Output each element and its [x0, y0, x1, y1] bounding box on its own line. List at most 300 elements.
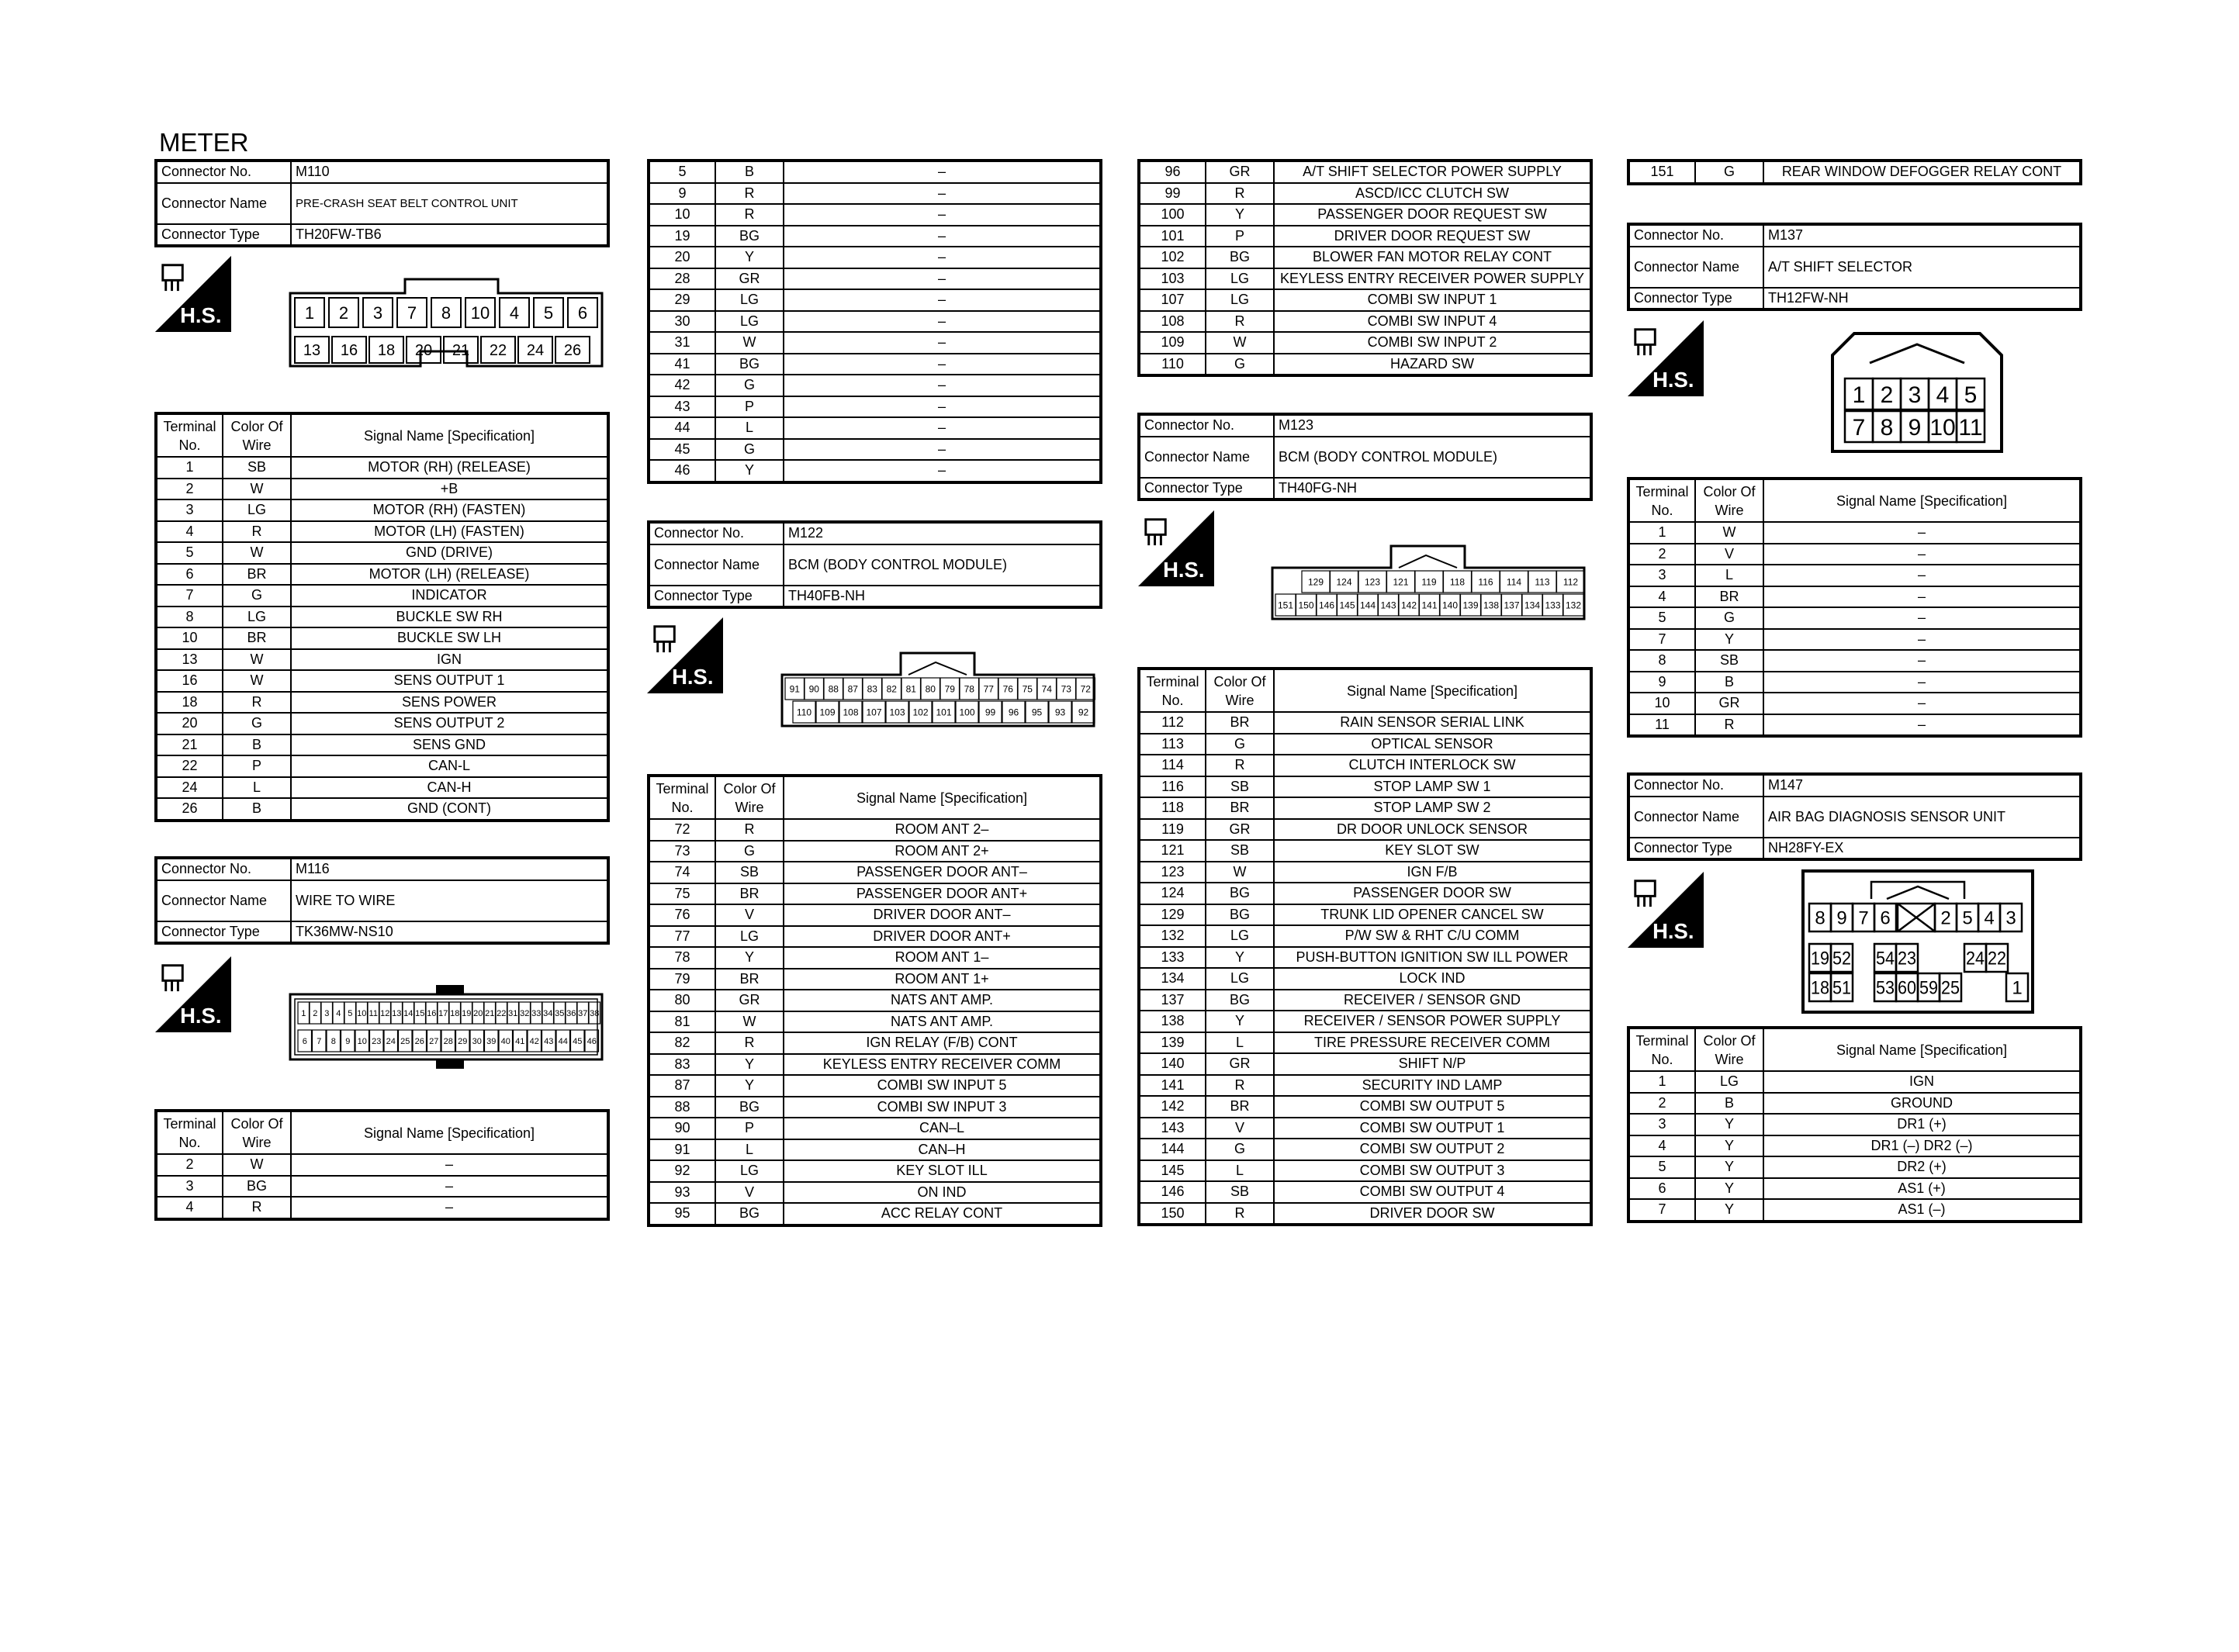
- m123-connector-name: BCM (BODY CONTROL MODULE): [1274, 437, 1591, 478]
- terminal-no-cell: 142: [1139, 1096, 1206, 1118]
- terminal-no-cell: 112: [1139, 712, 1206, 734]
- connector-pin-label: 2: [338, 302, 349, 323]
- table-row: [156, 755, 608, 777]
- table-row: [1628, 1071, 2081, 1093]
- table-row: [649, 396, 1101, 418]
- m147-connector-diagram: [1801, 869, 2034, 1014]
- terminal-no-cell: 4: [1628, 586, 1695, 608]
- signal-name-cell: –: [784, 247, 1101, 268]
- table-row: [1139, 840, 1591, 862]
- table-row: [649, 819, 1101, 841]
- m122-info-table: [647, 520, 1102, 609]
- signal-name-cell: OPTICAL SENSOR: [1274, 734, 1591, 755]
- signal-name-cell: ROOM ANT 1+: [784, 969, 1101, 990]
- table-row: [1139, 734, 1591, 755]
- table-row: [1139, 161, 1591, 183]
- connector-pin-label: 93: [1054, 707, 1066, 718]
- table-row: [1139, 1203, 1591, 1225]
- table-row: [1139, 1118, 1591, 1139]
- connector-pin-label: 81: [905, 683, 916, 695]
- color-of-wire-header: Color Of Wire: [715, 776, 784, 819]
- table-row: [1139, 755, 1591, 776]
- m110-connector-diagram: [289, 278, 604, 368]
- table-row: [649, 1118, 1101, 1139]
- signal-name-header: Signal Name [Specification]: [1274, 669, 1591, 712]
- wire-color-cell: GR: [715, 990, 784, 1011]
- connector-pin-label: 1: [2012, 977, 2023, 999]
- signal-name-cell: DRIVER DOOR ANT–: [784, 904, 1101, 926]
- connector-pin-label: 77: [983, 683, 994, 695]
- wire-color-cell: G: [715, 841, 784, 862]
- connector-pin-label: 140: [1441, 600, 1459, 611]
- m122-connector-diagram: [780, 651, 1095, 729]
- terminal-no-cell: 6: [1628, 1178, 1695, 1200]
- wire-color-cell: BG: [715, 1097, 784, 1118]
- connector-pin-label: 28: [443, 1036, 453, 1046]
- connector-pin-label: 107: [866, 707, 882, 718]
- terminal-no-cell: 44: [649, 417, 715, 439]
- signal-name-cell: –: [1763, 714, 2081, 737]
- m123-continued-table: [1627, 159, 2082, 185]
- m123-connector-type: TH40FG-NH: [1274, 478, 1591, 500]
- connector-pin-label: 137: [1504, 600, 1520, 611]
- signal-name-cell: ROOM ANT 1–: [784, 947, 1101, 969]
- connector-pin-label: 39: [486, 1036, 497, 1046]
- wire-color-cell: SB: [1695, 650, 1763, 672]
- wire-color-cell: BG: [1206, 904, 1274, 926]
- signal-name-cell: BUCKLE SW RH: [291, 607, 608, 628]
- wire-color-cell: L: [715, 417, 784, 439]
- wire-color-cell: L: [715, 1139, 784, 1161]
- wire-color-cell: G: [1695, 161, 1763, 184]
- connector-pin-label: 17: [438, 1008, 448, 1018]
- signal-name-cell: KEY SLOT SW: [1274, 840, 1591, 862]
- signal-name-cell: DR2 (+): [1763, 1156, 2081, 1178]
- connector-type-label: Connector Type: [649, 586, 784, 608]
- m137-connector-diagram: [1831, 332, 2003, 453]
- terminal-no-cell: 108: [1139, 311, 1206, 333]
- connector-pin-label: 112: [1562, 576, 1579, 588]
- signal-name-cell: COMBI SW OUTPUT 5: [1274, 1096, 1591, 1118]
- terminal-no-cell: 134: [1139, 968, 1206, 990]
- connector-pin-label: 121: [1393, 576, 1409, 588]
- m137-terminal-block: [1627, 477, 2082, 738]
- connector-pin-label: 9: [345, 1036, 351, 1046]
- signal-name-cell: –: [784, 268, 1101, 290]
- signal-name-cell: COMBI SW OUTPUT 3: [1274, 1160, 1591, 1182]
- connector-name-label: Connector Name: [156, 183, 291, 224]
- wire-color-cell: G: [1695, 607, 1763, 629]
- connector-pin-label: 74: [1041, 683, 1052, 695]
- connector-pin-label: 10: [357, 1036, 367, 1046]
- signal-name-cell: MOTOR (LH) (FASTEN): [291, 521, 608, 543]
- wire-color-cell: B: [223, 734, 291, 756]
- wire-color-cell: L: [1206, 1160, 1274, 1182]
- terminal-no-cell: 20: [156, 713, 223, 734]
- wire-color-cell: LG: [715, 1160, 784, 1182]
- signal-name-cell: BUCKLE SW LH: [291, 627, 608, 649]
- m110-terminal-table: [154, 412, 610, 822]
- wire-color-cell: BG: [1206, 247, 1274, 268]
- signal-name-cell: DR1 (+): [1763, 1114, 2081, 1135]
- terminal-no-cell: 2: [1628, 544, 1695, 565]
- wire-color-cell: BR: [1206, 797, 1274, 819]
- terminal-no-cell: 144: [1139, 1139, 1206, 1160]
- terminal-no-cell: 109: [1139, 332, 1206, 354]
- connector-pin-label: 22: [489, 342, 507, 360]
- signal-name-cell: NATS ANT AMP.: [784, 1011, 1101, 1033]
- wire-color-cell: G: [1206, 1139, 1274, 1160]
- terminal-no-header: Terminal No.: [649, 776, 715, 819]
- table-row: [1139, 1011, 1591, 1032]
- table-row: [649, 947, 1101, 969]
- wire-color-cell: R: [715, 204, 784, 226]
- signal-name-cell: SENS OUTPUT 1: [291, 670, 608, 692]
- terminal-no-cell: 75: [649, 883, 715, 905]
- connector-pin-label: 113: [1535, 576, 1550, 588]
- signal-name-cell: –: [784, 183, 1101, 205]
- connector-pin-label: 31: [508, 1008, 518, 1018]
- svg-text:H.S.: H.S.: [1652, 368, 1694, 392]
- signal-name-header: Signal Name [Specification]: [1763, 479, 2081, 522]
- connector-no-label: Connector No.: [1139, 414, 1274, 437]
- terminal-no-cell: 151: [1628, 161, 1695, 184]
- wire-color-cell: R: [223, 521, 291, 543]
- signal-name-cell: RECEIVER / SENSOR POWER SUPPLY: [1274, 1011, 1591, 1032]
- wire-color-cell: V: [715, 1182, 784, 1204]
- wire-color-cell: Y: [1695, 1199, 1763, 1222]
- signal-name-cell: COMBI SW INPUT 4: [1274, 311, 1591, 333]
- connector-pin-label: 4: [336, 1008, 341, 1018]
- blank-pin-mark: [1898, 904, 1935, 931]
- table-row: [649, 183, 1101, 205]
- signal-name-cell: –: [784, 311, 1101, 333]
- connector-pin-label: 8: [1880, 414, 1894, 441]
- table-row: [649, 1203, 1101, 1225]
- table-row: [156, 670, 608, 692]
- connector-pin-label: 2: [313, 1008, 318, 1018]
- connector-pin-label: 146: [1318, 600, 1335, 611]
- connector-pin-label: 101: [936, 707, 952, 718]
- connector-pin-label: 9: [1836, 907, 1847, 929]
- svg-text:H.S.: H.S.: [180, 303, 222, 328]
- terminal-no-cell: 140: [1139, 1053, 1206, 1075]
- signal-name-cell: –: [784, 204, 1101, 226]
- wire-color-cell: R: [715, 1032, 784, 1054]
- signal-name-cell: COMBI SW OUTPUT 4: [1274, 1181, 1591, 1203]
- connector-pin-label: 109: [819, 707, 836, 718]
- signal-name-cell: CAN-H: [291, 777, 608, 799]
- signal-name-cell: SECURITY IND LAMP: [1274, 1075, 1591, 1097]
- table-row: [1139, 776, 1591, 798]
- table-row: [649, 904, 1101, 926]
- wire-color-cell: SB: [1206, 1181, 1274, 1203]
- connector-pin-label: 14: [403, 1008, 414, 1018]
- m137-connector-name: A/T SHIFT SELECTOR: [1763, 247, 2081, 288]
- signal-name-header: Signal Name [Specification]: [1763, 1028, 2081, 1071]
- terminal-no-cell: 137: [1139, 990, 1206, 1011]
- connector-pin-label: 43: [544, 1036, 554, 1046]
- table-row: [1139, 1096, 1591, 1118]
- wire-color-cell: P: [223, 755, 291, 777]
- m110-connector-type: TH20FW-TB6: [291, 224, 608, 247]
- table-row: [1628, 607, 2081, 629]
- wire-color-cell: Y: [715, 247, 784, 268]
- terminal-no-cell: 9: [649, 183, 715, 205]
- connector-name-label: Connector Name: [156, 880, 291, 921]
- m122-connector-name: BCM (BODY CONTROL MODULE): [784, 544, 1101, 586]
- table-row: [1139, 354, 1591, 376]
- signal-name-cell: SENS GND: [291, 734, 608, 756]
- connector-no-label: Connector No.: [156, 858, 291, 880]
- connector-type-label: Connector Type: [1628, 838, 1763, 860]
- wire-color-cell: SB: [1206, 840, 1274, 862]
- signal-name-cell: –: [784, 375, 1101, 396]
- connector-pin-label: 3: [1908, 382, 1922, 408]
- wire-color-cell: LG: [1206, 268, 1274, 290]
- m137-info-table: [1627, 223, 2082, 311]
- connector-pin-label: 1: [304, 302, 315, 323]
- connector-pin-label: 3: [2005, 907, 2016, 929]
- table-row: [1139, 289, 1591, 311]
- table-row: [1139, 925, 1591, 947]
- terminal-no-cell: 41: [649, 354, 715, 375]
- m147-info-block: [1627, 772, 2082, 861]
- table-row: [649, 1182, 1101, 1204]
- terminal-no-cell: 9: [1628, 672, 1695, 693]
- signal-name-cell: DR DOOR UNLOCK SENSOR: [1274, 819, 1591, 841]
- signal-name-cell: –: [784, 439, 1101, 461]
- signal-name-cell: COMBI SW INPUT 5: [784, 1075, 1101, 1097]
- terminal-no-cell: 1: [156, 457, 223, 479]
- connector-pin-label: 20: [414, 342, 433, 360]
- wire-color-cell: Y: [715, 1054, 784, 1076]
- terminal-no-cell: 82: [649, 1032, 715, 1054]
- table-row: [156, 649, 608, 671]
- signal-name-cell: TIRE PRESSURE RECEIVER COMM: [1274, 1032, 1591, 1054]
- connector-pin-label: 141: [1421, 600, 1438, 611]
- table-row: [1139, 862, 1591, 883]
- terminal-no-cell: 123: [1139, 862, 1206, 883]
- signal-name-cell: REAR WINDOW DEFOGGER RELAY CONT: [1763, 161, 2081, 184]
- terminal-no-cell: 121: [1139, 840, 1206, 862]
- table-row: [649, 1097, 1101, 1118]
- signal-name-cell: AS1 (+): [1763, 1178, 2081, 1200]
- signal-name-cell: –: [784, 289, 1101, 311]
- table-row: [1139, 247, 1591, 268]
- terminal-no-cell: 80: [649, 990, 715, 1011]
- connector-pin-label: 33: [531, 1008, 542, 1018]
- table-row: [1139, 883, 1591, 904]
- m137-connector-no: M137: [1763, 224, 2081, 247]
- connector-pin-label: 7: [317, 1036, 322, 1046]
- terminal-no-cell: 141: [1139, 1075, 1206, 1097]
- terminal-no-cell: 145: [1139, 1160, 1206, 1182]
- table-row: [1139, 204, 1591, 226]
- table-row: [649, 354, 1101, 375]
- table-row: [156, 1154, 608, 1176]
- terminal-no-cell: 150: [1139, 1203, 1206, 1225]
- signal-name-cell: COMBI SW INPUT 2: [1274, 332, 1591, 354]
- table-row: [649, 926, 1101, 948]
- connector-pin-label: 116: [1478, 576, 1493, 588]
- connector-pin-label: 134: [1524, 600, 1541, 611]
- table-row: [649, 417, 1101, 439]
- terminal-no-cell: 77: [649, 926, 715, 948]
- terminal-no-cell: 8: [156, 607, 223, 628]
- wire-color-cell: L: [223, 777, 291, 799]
- connector-pin-label: 21: [452, 342, 470, 360]
- terminal-no-cell: 99: [1139, 183, 1206, 205]
- connector-pin-label: 132: [1565, 600, 1582, 611]
- terminal-no-cell: 119: [1139, 819, 1206, 841]
- signal-name-cell: GND (CONT): [291, 798, 608, 821]
- signal-name-cell: DRIVER DOOR ANT+: [784, 926, 1101, 948]
- connector-pin-label: 145: [1339, 600, 1355, 611]
- connector-pin-label: 26: [414, 1036, 424, 1046]
- connector-pin-label: 1: [301, 1008, 306, 1018]
- terminal-no-cell: 95: [649, 1203, 715, 1225]
- m116-info-table: [154, 856, 610, 945]
- connector-pin-label: 110: [796, 707, 812, 718]
- connector-pin-label: 129: [1307, 576, 1324, 588]
- table-row: [1139, 904, 1591, 926]
- wire-color-cell: W: [223, 479, 291, 500]
- signal-name-cell: COMBI SW INPUT 3: [784, 1097, 1101, 1118]
- connector-pin-label: 3: [324, 1008, 330, 1018]
- wire-color-cell: Y: [715, 1075, 784, 1097]
- signal-name-cell: TRUNK LID OPENER CANCEL SW: [1274, 904, 1591, 926]
- wire-color-cell: BR: [1206, 712, 1274, 734]
- svg-text:H.S.: H.S.: [672, 665, 714, 689]
- terminal-no-cell: 26: [156, 798, 223, 821]
- table-row: [156, 457, 608, 479]
- connector-no-label: Connector No.: [1628, 774, 1763, 797]
- terminal-no-cell: 45: [649, 439, 715, 461]
- terminal-no-cell: 8: [1628, 650, 1695, 672]
- connector-pin-label: 7: [1858, 907, 1869, 929]
- signal-name-cell: PASSENGER DOOR ANT+: [784, 883, 1101, 905]
- wire-color-cell: LG: [715, 289, 784, 311]
- table-row: [1139, 1053, 1591, 1075]
- m110-connector-no: M110: [291, 161, 608, 183]
- signal-name-cell: RECEIVER / SENSOR GND: [1274, 990, 1591, 1011]
- connector-pin-label: 45: [573, 1036, 583, 1046]
- m122-info-block: [647, 520, 1102, 609]
- connector-no-label: Connector No.: [1628, 224, 1763, 247]
- terminal-no-header: Terminal No.: [1139, 669, 1206, 712]
- wire-color-cell: W: [1695, 522, 1763, 544]
- table-row: [156, 607, 608, 628]
- connector-pin-label: 16: [340, 342, 358, 360]
- connector-pin-label: 11: [1958, 414, 1983, 441]
- signal-name-cell: –: [291, 1154, 608, 1176]
- connector-pin-label: 144: [1359, 600, 1376, 611]
- connector-pin-label: 23: [372, 1036, 382, 1046]
- connector-pin-label: 8: [441, 302, 452, 323]
- wire-color-cell: LG: [223, 607, 291, 628]
- table-row: [1628, 522, 2081, 544]
- connector-pin-label: 5: [348, 1008, 353, 1018]
- m123-info-table: [1137, 413, 1593, 501]
- connector-pin-label: 29: [458, 1036, 468, 1046]
- terminal-no-cell: 7: [1628, 1199, 1695, 1222]
- signal-name-cell: MOTOR (RH) (FASTEN): [291, 499, 608, 521]
- signal-name-cell: –: [1763, 672, 2081, 693]
- table-row: [1628, 714, 2081, 737]
- m110-connector-name: PRE-CRASH SEAT BELT CONTROL UNIT: [291, 183, 608, 224]
- terminal-no-cell: 4: [1628, 1135, 1695, 1157]
- m123-connector-no: M123: [1274, 414, 1591, 437]
- connector-pin-label: 36: [566, 1008, 576, 1018]
- signal-name-cell: A/T SHIFT SELECTOR POWER SUPPLY: [1274, 161, 1591, 183]
- table-row: [1628, 1114, 2081, 1135]
- connector-no-label: Connector No.: [156, 161, 291, 183]
- connector-pin-label: 18: [450, 1008, 460, 1018]
- wire-color-cell: Y: [1206, 947, 1274, 969]
- wire-color-cell: B: [1695, 1093, 1763, 1115]
- signal-name-cell: –: [1763, 607, 2081, 629]
- wire-color-cell: GR: [1206, 819, 1274, 841]
- table-row: [1139, 332, 1591, 354]
- table-row: [1628, 1156, 2081, 1178]
- terminal-no-cell: 42: [649, 375, 715, 396]
- terminal-no-header: Terminal No.: [1628, 1028, 1695, 1071]
- signal-name-cell: –: [784, 226, 1101, 247]
- terminal-no-cell: 30: [649, 311, 715, 333]
- table-row: [1628, 544, 2081, 565]
- wire-color-cell: LG: [1206, 925, 1274, 947]
- connector-pin-label: 44: [558, 1036, 568, 1046]
- table-row: [156, 798, 608, 821]
- table-row: [1628, 1178, 2081, 1200]
- m147-terminal-block: [1627, 1026, 2082, 1223]
- terminal-no-cell: 20: [649, 247, 715, 268]
- table-row: [649, 862, 1101, 883]
- table-row: [1628, 586, 2081, 608]
- table-row: [1139, 311, 1591, 333]
- terminal-no-cell: 78: [649, 947, 715, 969]
- wire-color-cell: Y: [1695, 1156, 1763, 1178]
- signal-name-cell: MOTOR (LH) (RELEASE): [291, 564, 608, 586]
- m116-connector-name: WIRE TO WIRE: [291, 880, 608, 921]
- table-row: [1139, 1181, 1591, 1203]
- terminal-no-cell: 101: [1139, 226, 1206, 247]
- signal-name-cell: IGN F/B: [1274, 862, 1591, 883]
- table-row: [649, 439, 1101, 461]
- m123-continued-block: [1627, 159, 2082, 185]
- table-row: [1139, 819, 1591, 841]
- wire-color-cell: W: [715, 332, 784, 354]
- connector-pin-label: 12: [380, 1008, 390, 1018]
- terminal-no-cell: 2: [1628, 1093, 1695, 1115]
- wire-color-cell: GR: [715, 268, 784, 290]
- signal-name-cell: IGN RELAY (F/B) CONT: [784, 1032, 1101, 1054]
- terminal-no-cell: 4: [156, 521, 223, 543]
- m122-connector-type: TH40FB-NH: [784, 586, 1101, 608]
- table-row: [649, 1139, 1101, 1161]
- wire-color-cell: R: [1206, 1075, 1274, 1097]
- terminal-no-cell: 90: [649, 1118, 715, 1139]
- wire-color-cell: SB: [223, 457, 291, 479]
- connector-pin-label: 142: [1400, 600, 1417, 611]
- m122-continued-block: [1137, 159, 1593, 377]
- connector-pin-label: 7: [407, 302, 417, 323]
- terminal-no-cell: 24: [156, 777, 223, 799]
- m137-terminal-table: [1627, 477, 2082, 738]
- wire-color-cell: BR: [223, 627, 291, 649]
- connector-type-label: Connector Type: [156, 921, 291, 944]
